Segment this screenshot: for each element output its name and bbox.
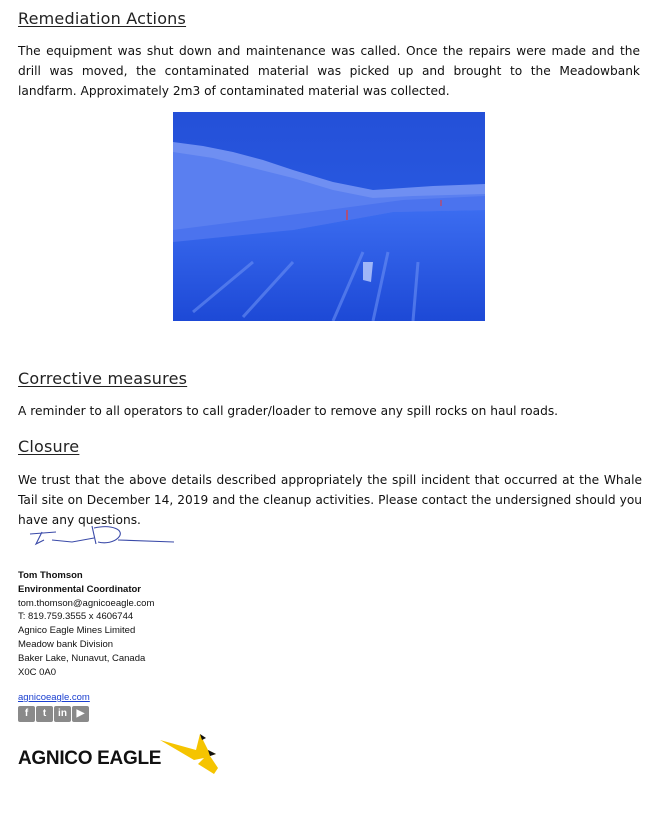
facebook-icon[interactable]: f — [18, 706, 35, 722]
signer-company: Agnico Eagle Mines Limited — [18, 625, 136, 637]
signer-division: Meadow bank Division — [18, 638, 114, 650]
twitter-icon[interactable]: t — [36, 706, 53, 722]
handwritten-signature — [22, 520, 178, 550]
corrective-heading: Corrective measures — [18, 369, 188, 388]
signer-postal: X0C 0A0 — [18, 666, 57, 678]
remediation-heading: Remediation Actions — [18, 9, 187, 28]
closure-heading: Closure — [18, 437, 80, 456]
signer-email[interactable]: tom.thomson@agnicoeagle.com — [18, 597, 155, 609]
signer-name: Tom Thomson — [18, 570, 83, 581]
eagle-logo-icon — [158, 730, 222, 778]
corrective-paragraph: A reminder to all operators to call grader/loader to remove any spill rocks on haul roads. — [18, 404, 559, 418]
signer-phone: T: 819.759.3555 x 4606744 — [18, 611, 134, 623]
website-link[interactable]: agnicoeagle.com — [18, 692, 90, 703]
signature-block — [18, 569, 154, 679]
remediation-paragraph: The equipment was shut down and maintenance was called. Once the repairs were made and the drill was moved, the contaminated material was picked up and brought to the Meadowbank landfarm. Approximately 2m3 of contaminated material was collected. — [18, 44, 640, 98]
linkedin-icon[interactable]: in — [54, 706, 71, 722]
signer-location: Baker Lake, Nunavut, Canada — [18, 652, 146, 664]
closure-paragraph: We trust that the above details described appropriately the spill incident that occurred at the Whale Tail site on December 14, 2019 and the cleanup activities. Please contact the undersigned should you have any questions. — [18, 473, 642, 527]
signer-title: Environmental Coordinator — [18, 583, 141, 595]
youtube-icon[interactable]: ▶ — [72, 706, 89, 722]
company-logo-text: AGNICO EAGLE — [18, 748, 162, 769]
site-photo — [173, 112, 485, 321]
social-icons — [18, 706, 89, 722]
